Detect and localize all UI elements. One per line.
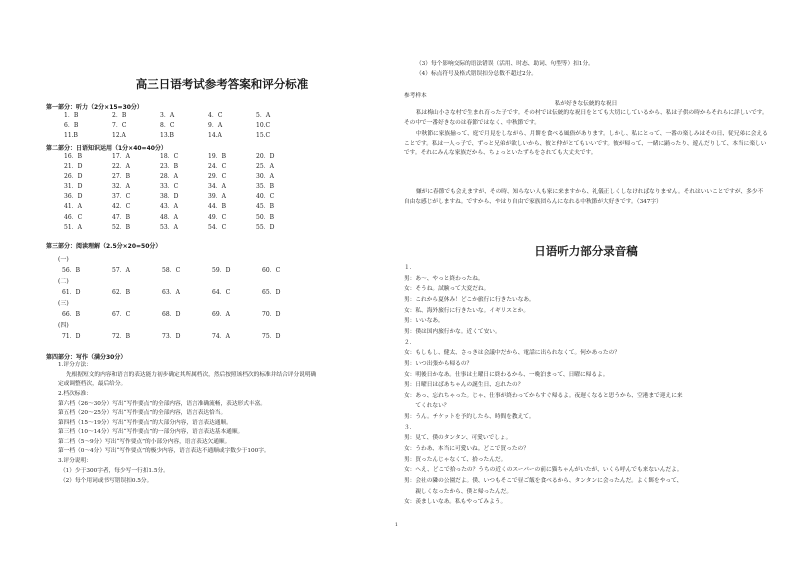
- answer-cell: 46．C: [64, 213, 83, 221]
- answer-cell: 66．B: [62, 311, 81, 318]
- transcript-line: ２．: [404, 339, 416, 346]
- answer-cell: 30．A: [256, 173, 274, 181]
- answer-cell: 2．B: [112, 112, 127, 119]
- answer-row: [64, 121, 324, 131]
- answer-cell: 40．C: [256, 193, 275, 201]
- answer-cell: 14.A: [208, 132, 222, 140]
- answer-row: [62, 331, 312, 340]
- sample-paragraph: 私は梅山小さな村で生まれ育った子です。その村では伝統的な祝日をとても大切にしているから、私は子供の時からそれらに詳しいです。その中で一番好きなのは春節ではなく、中秋節です。: [404, 110, 768, 126]
- answer-cell: 63．A: [162, 289, 180, 296]
- answer-cell: 70．D: [262, 311, 281, 318]
- answer-row: [62, 287, 312, 296]
- scoring-method-text: 先根据短文的内容和语言的表达能力初步确定其所属档次，然后按照该档次的标准并结合评分说明确: [66, 372, 317, 378]
- answer-row: [64, 152, 324, 162]
- answer-cell: 61．D: [62, 289, 81, 296]
- answer-cell: 53．A: [160, 223, 178, 231]
- answer-cell: 23．B: [160, 163, 179, 171]
- answer-cell: 12.A: [112, 132, 126, 140]
- page-title: 高三日语考试参考答案和评分标准: [135, 77, 309, 91]
- answer-cell: 22．A: [112, 163, 130, 171]
- answer-cell: 6．B: [64, 122, 79, 130]
- answer-row: [64, 131, 324, 141]
- answer-row: [64, 111, 324, 121]
- sample-title: 私が好きな伝統的な祝日: [554, 101, 618, 107]
- level-item: 第四档（15～19分）写出“写作要点”的大部分内容，语言表达通顺。: [58, 419, 232, 426]
- answer-cell: 74．A: [212, 333, 230, 340]
- group-label: (三): [58, 300, 69, 307]
- answer-cell: 41．A: [64, 203, 82, 211]
- answer-cell: 45．B: [256, 203, 275, 211]
- answer-row: [62, 265, 312, 274]
- answer-cell: 55．D: [256, 223, 275, 231]
- transcript-line: 女：明後日かなあ。仕事は土曜日に終わるから、一晩泊まって、日曜に帰るよ。: [404, 371, 609, 378]
- answer-cell: 17．A: [112, 153, 130, 160]
- answer-cell: 10.C: [256, 122, 271, 130]
- level-item: 第三档（10～14分）写出“写作要点”的一部分内容，语言表达基本通顺。: [58, 429, 244, 435]
- answer-cell: 35．B: [256, 183, 275, 191]
- transcript-line: 男：買ったんじゃなくて、拾ったんだ。: [404, 456, 507, 463]
- answer-cell: 42．C: [112, 203, 131, 211]
- sample-label: 参考样本: [404, 93, 427, 99]
- answer-cell: 47．B: [112, 213, 131, 221]
- transcript-line: 男：日曜日はばあちゃんの誕生日、忘れたの？: [404, 382, 524, 389]
- part4-heading: 第四部分：写作（满分30分）: [46, 354, 127, 361]
- scoring-method-text-2: 定或调整档次，最后给分。: [58, 381, 127, 387]
- answer-row: [64, 182, 324, 192]
- transcript-line: てくれない？: [404, 403, 450, 410]
- transcript-line: 女：あっ、忘れちゃった。じゃ、仕事が終わってからすぐ帰るよ。夜遅くなると思うから、空港まで迎えに来: [404, 392, 683, 399]
- answer-cell: 16．B: [64, 153, 83, 160]
- level-item: 第二档（5～9分）写出“写作要点”的小部分内容，语言表达欠通顺。: [58, 438, 231, 445]
- level-item: 第一档（0～4分）写出“写作要点”的极少内容，语言表达不通顺或字数少于100字。: [58, 448, 270, 454]
- transcript-line: 男：僕は国内旅行かな。近くて安い。: [404, 328, 501, 335]
- transcript-line: 女：もしもし、健太、さっきは会議中だから、電話に出られなくて。何かあったの？: [404, 350, 620, 357]
- answer-cell: 28．A: [160, 173, 178, 181]
- answer-cell: 9．A: [208, 122, 223, 130]
- answer-cell: 58．C: [162, 267, 181, 274]
- answer-cell: 43．A: [160, 203, 178, 211]
- transcript-line: 女：そうね。試験って大変だね。: [404, 286, 490, 293]
- scoring-note: （3）每个影响交际的语法错误（活用、时态、助词、句型等）扣1分。: [416, 61, 594, 67]
- answer-cell: 24．C: [208, 163, 227, 171]
- answer-cell: 57．A: [112, 267, 130, 274]
- transcript-title: 日语听力部分录音稿: [534, 244, 638, 258]
- answer-cell: 11.B: [64, 132, 78, 140]
- scoring-method-heading: 1.评分方法：: [58, 362, 92, 368]
- level-standard-heading: 2.档次标准：: [58, 391, 92, 397]
- transcript-line: 男：これから夏休み！どこか旅行に行きたいなあ。: [404, 296, 535, 303]
- answer-cell: 29．C: [208, 173, 227, 181]
- answer-cell: 65．D: [262, 289, 281, 296]
- transcript-line: 男：いつ出張から帰るの？: [404, 360, 473, 367]
- transcript-line: １．: [404, 265, 416, 271]
- part2-heading: 第二部分：日语知识运用（1分×40=40分）: [46, 145, 167, 152]
- scoring-note: （2）每个用词或书写错误扣0.5分。: [60, 478, 153, 484]
- transcript-line: 女：うわあ、本当に可愛いね。どこで買ったの？: [404, 446, 529, 453]
- scoring-notes-heading: 3.评分说明：: [58, 458, 92, 464]
- answer-cell: 4．C: [208, 112, 223, 119]
- answer-cell: 21．D: [64, 163, 83, 171]
- group-label: (二): [58, 278, 69, 285]
- answer-cell: 44．B: [208, 203, 227, 211]
- answer-cell: 3．A: [160, 112, 175, 119]
- transcript-line: 男：うん。チケットを予約したら、時間を教えて。: [404, 414, 535, 421]
- level-item: 第五档（20～25分）写出“写作要点”的全部内容，语言表达恰当。: [58, 410, 227, 416]
- answer-cell: 59．D: [212, 267, 231, 274]
- answer-cell: 64．C: [212, 289, 231, 296]
- transcript-line: 男：あ〜、やっと終わったね。: [404, 275, 484, 282]
- answer-cell: 13.B: [160, 132, 174, 140]
- answer-cell: 8．C: [160, 122, 175, 130]
- transcript-line: 女：羨ましいなあ。私もやってみよう。: [404, 499, 507, 506]
- answer-cell: 5．A: [256, 112, 271, 119]
- answer-cell: 48．A: [160, 213, 178, 221]
- answer-cell: 49．C: [208, 213, 227, 221]
- answer-cell: 56．B: [62, 267, 81, 274]
- answer-cell: 71．D: [62, 333, 81, 340]
- answer-cell: 73．D: [162, 333, 181, 340]
- answer-cell: 62．B: [112, 289, 131, 296]
- answer-row: [64, 223, 324, 233]
- answer-cell: 18．C: [160, 153, 179, 160]
- answer-cell: 68．D: [162, 311, 181, 318]
- answer-row: [62, 309, 312, 318]
- answer-cell: 32．A: [112, 183, 130, 191]
- answer-cell: 38．D: [160, 193, 179, 201]
- scoring-note: （4）标点符号及格式错误扣分总数不超过2分。: [416, 71, 537, 77]
- part2-answers: [64, 152, 324, 233]
- part1-answers: [64, 111, 324, 141]
- group-label: (一): [58, 256, 69, 263]
- answer-cell: 52．B: [112, 223, 131, 231]
- sample-paragraph: 中秋節に家族揃って、庭で月見をしながら、月餅を食べる風俗があります。しかし、私にとって、一番の楽しみはその日、従兄弟に会えることです。私は一人っ子で、ずっと兄弟が欲しいから、彼と仲がとてもいいです。彼が帰って、一緒に踊ったり、遊んだりして、本当に楽しいです。それにみんな家族だから、ちょっといたずらをされても大丈夫です。: [404, 131, 768, 157]
- answer-cell: 33．C: [160, 183, 179, 191]
- answer-cell: 67．C: [112, 311, 131, 318]
- answer-cell: 20．D: [256, 153, 275, 160]
- answer-row: [64, 162, 324, 172]
- transcript-line: 男：見て、僕のタンタン、可愛いでしょ。: [404, 435, 512, 442]
- part1-heading: 第一部分：听力（2分×15=30分）: [46, 104, 143, 111]
- answer-cell: 60．C: [262, 267, 281, 274]
- answer-row: [64, 192, 324, 202]
- answer-cell: 19．B: [208, 153, 227, 160]
- answer-cell: 72．B: [112, 333, 131, 340]
- page-number: 1: [395, 523, 398, 528]
- answer-cell: 54．C: [208, 223, 227, 231]
- answer-cell: 39．A: [208, 193, 226, 201]
- answer-cell: 7．C: [112, 122, 127, 130]
- answer-cell: 69．A: [212, 311, 230, 318]
- answer-cell: 34．A: [208, 183, 226, 191]
- answer-cell: 50．B: [256, 213, 275, 221]
- answer-cell: 75．D: [262, 333, 281, 340]
- answer-row: [64, 213, 324, 223]
- answer-row: [64, 202, 324, 212]
- part3-heading: 第三部分：阅读理解（2.5分×20=50分）: [46, 243, 162, 250]
- answer-cell: 1．B: [64, 112, 79, 119]
- transcript-line: 女：へえ、どこで拾ったの？うちの近くのスーパーの前に猫ちゃんがいたが、いくら呼んでも来ないんだよ。: [404, 467, 683, 474]
- group-label: (四): [58, 322, 69, 329]
- answer-cell: 31．D: [64, 183, 83, 191]
- answer-cell: 25．A: [256, 163, 274, 171]
- level-item: 第六档（26～30分）写出“写作要点”的全部内容，语言准确流畅，表达形式丰富。: [58, 400, 266, 407]
- transcript-line: 男：いいなあ。: [404, 318, 444, 325]
- answer-cell: 37．C: [112, 193, 131, 201]
- answer-cell: 51．A: [64, 223, 82, 231]
- scoring-note: （1）少于300字者，每少写一行扣1.5分。: [60, 468, 169, 474]
- answer-cell: 26．D: [64, 173, 83, 181]
- answer-cell: 36．D: [64, 193, 83, 201]
- transcript-line: 親しくなったから、僕と帰ったんだ。: [404, 488, 513, 495]
- answer-row: [64, 172, 324, 182]
- answer-cell: 15.C: [256, 132, 271, 140]
- sample-paragraph: 嫌がに春節でも会えますが、その時、知らない人も家に来ますから、礼儀正しくしなければなりません。それはいいことですが、多少不自由な感じがしますね。ですから、やはり自由で家族団らんになれる中秋節が大好きです。（347字）: [404, 189, 764, 205]
- answer-cell: 27．B: [112, 173, 131, 181]
- transcript-line: 男：会社の隣の公園だよ。僕、いつもそこで昼ご飯を食べるから、タンタンに会ったんだ。よく餌をやって、: [404, 478, 683, 484]
- transcript-line: ３．: [404, 424, 416, 431]
- transcript-line: 女：私、海外旅行に行きたいな。イギリスとか。: [404, 307, 530, 314]
